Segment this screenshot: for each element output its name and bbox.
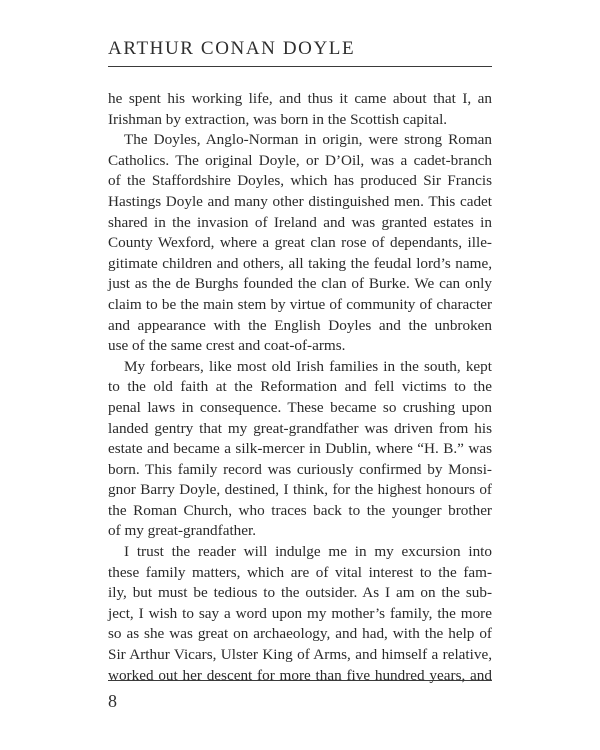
running-head: ARTHUR CONAN DOYLE (108, 38, 356, 59)
text-line: ily, but must be tedious to the outsider. As I am on the sub- (108, 584, 492, 602)
text-line: and appearance with the English Doyles and the unbroken (108, 316, 492, 334)
text-line: gitimate children and others, all taking the feudal lord’s name, (108, 254, 492, 272)
text-line: just as the de Burghs founded the clan of Burke. We can only (108, 275, 492, 293)
body-text (108, 89, 492, 686)
text-line: The Doyles, Anglo-Norman in origin, were strong Roman (124, 131, 492, 149)
text-line: My forbears, like most old Irish families in the south, kept (124, 357, 492, 375)
text-line: Irishman by extraction, was born in the Scottish capital. (108, 110, 448, 128)
text-line: to the old faith at the Reformation and fell victims to the (108, 378, 492, 396)
footer-rule (108, 680, 492, 681)
text-line: these family matters, which are of vital interest to the fam- (108, 563, 492, 581)
text-line: landed gentry that my great-grandfather was driven from his (108, 419, 492, 437)
text-line: Sir Arthur Vicars, Ulster King of Arms, and himself a relative, (108, 646, 492, 664)
page-number: 8 (108, 691, 117, 711)
text-line: use of the same crest and coat-of-arms. (108, 337, 346, 355)
text-line: he spent his working life, and thus it came about that I, an (108, 90, 492, 107)
text-line: Hastings Doyle and many other distinguished men. This cadet (108, 192, 492, 210)
header-rule (108, 66, 492, 67)
text-line: estate and became a silk-mercer in Dublin, where “H. B.” was (108, 440, 492, 458)
text-line: so as she was great on archaeology, and had, with the help of (108, 625, 492, 643)
text-line: claim to be the main stem by virtue of community of character (108, 295, 492, 313)
text-line: shared in the invasion of Ireland and was granted estates in (108, 213, 492, 231)
text-line: the Roman Church, who traces back to the younger brother (108, 501, 492, 519)
text-line: ject, I wish to say a word upon my mother’s family, the more (108, 604, 492, 622)
text-line: born. This family record was curiously confirmed by Monsi- (108, 460, 492, 478)
text-line: worked out her descent for more than five hundred years, and (108, 666, 492, 684)
text-line: Catholics. The original Doyle, or D’Oil, was a cadet-branch (108, 151, 492, 169)
text-line: gnor Barry Doyle, destined, I think, for the highest honours of (108, 481, 492, 499)
text-line: County Wexford, where a great clan rose of dependants, ille- (108, 234, 492, 252)
text-line: I trust the reader will indulge me in my excursion into (124, 543, 492, 561)
text-line: of the Staffordshire Doyles, which has produced Sir Francis (108, 172, 492, 190)
text-line: penal laws in consequence. These became so crushing upon (108, 398, 492, 416)
text-line: of my great-grandfather. (108, 522, 257, 540)
